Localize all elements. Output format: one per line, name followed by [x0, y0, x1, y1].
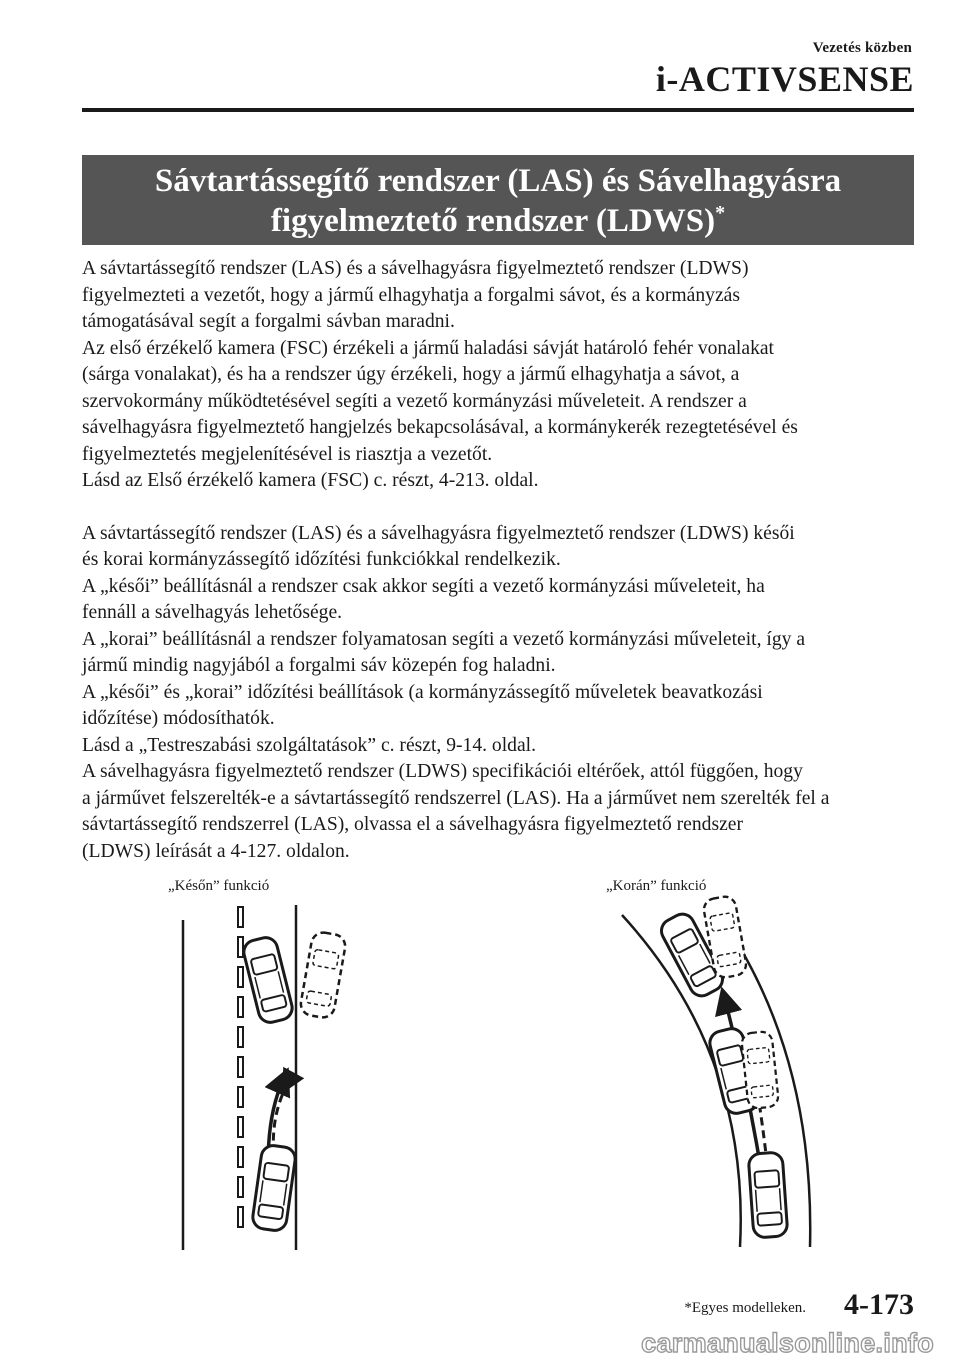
paragraph-line: A „korai” beállításnál a rendszer folyamatosan segíti a vezető kormányzási műveleteit, így a — [82, 628, 806, 650]
paragraph-line: Lásd a „Testreszabási szolgáltatások” c. részt, 9-14. oldal. — [82, 734, 537, 756]
chapter-title: i-ACTIVSENSE — [655, 59, 914, 99]
page-number: 4-173 — [844, 1288, 914, 1321]
paragraph-line: figyelmezteti a vezetőt, hogy a jármű elhagyhatja a forgalmi sávot, és a kormányzás — [82, 284, 740, 306]
paragraph-line: A sávelhagyásra figyelmeztető rendszer (LDWS) specifikációi eltérőek, attól függően, hogy — [82, 761, 803, 782]
paragraph-line: sávtartássegítő rendszerrel (LAS), olvassa el a sávelhagyásra figyelmeztető rendszer — [82, 814, 744, 835]
paragraph-line: figyelmeztetés megjelenítésével is riasztja a vezetőt. — [82, 443, 493, 465]
paragraph-line: a járművet felszerelték-e a sávtartássegítő rendszerrel (LAS). Ha a járművet nem szerelték fel a — [82, 787, 830, 809]
paragraph-line: szervokormány működtetésével segíti a vezető kormányzási műveleteit. A rendszer a — [82, 390, 747, 412]
starting-car — [251, 1144, 296, 1232]
page-title-line2-text: figyelmeztető rendszer (LDWS) — [270, 203, 716, 239]
body-text — [82, 256, 920, 865]
late-function-diagram — [170, 895, 370, 1255]
paragraph-gap — [82, 495, 920, 521]
early-function-caption: „Korán” funkció — [606, 878, 707, 894]
paragraph-line: (LDWS) leírását a 4-127. oldalon. — [82, 840, 350, 862]
section-title: Vezetés közben — [812, 40, 912, 56]
paragraph-line: fennáll a sávelhagyás lehetősége. — [82, 602, 343, 623]
paragraph-line: jármű mindig nagyjából a forgalmi sáv közepén fog haladni. — [82, 655, 556, 676]
paragraph-line: A sávtartássegítő rendszer (LAS) és a sávelhagyásra figyelmeztető rendszer (LDWS) késői — [82, 522, 795, 544]
paragraph-line: és korai kormányzássegítő időzítési funkciókkal rendelkezik. — [82, 549, 561, 570]
paragraph-line: A sávtartássegítő rendszer (LAS) és a sávelhagyásra figyelmeztető rendszer (LDWS) — [82, 258, 749, 279]
paragraph-line: A „késői” és „korai” időzítési beállítások (a kormányzássegítő műveletek beavatkozási — [82, 681, 763, 703]
corrected-car — [241, 935, 294, 1025]
page-title-line1: Sávtartássegítő rendszer (LAS) és Sávelhagyásra — [154, 163, 842, 199]
paragraph-line: (sárga vonalakat), és ha a rendszer úgy érzékeli, hogy a jármű elhagyhatja a sávot, a — [82, 364, 740, 385]
early-function-diagram — [610, 895, 830, 1255]
watermark: carmanualsonline.info — [641, 1328, 934, 1358]
page-title-line2 — [82, 201, 914, 241]
late-function-caption: „Későn” funkció — [168, 878, 270, 894]
paragraph-line: támogatásával segít a forgalmi sávban maradni. — [82, 311, 455, 332]
paragraph-line: A „késői” beállításnál a rendszer csak akkor segíti a vezető kormányzási műveleteit, ha — [82, 575, 765, 597]
paragraph-line: sávelhagyásra figyelmeztető hangjelzés bekapcsolásával, a kormánykerék rezegtetésével és — [82, 417, 798, 438]
paragraph-line: Lásd az Első érzékelő kamera (FSC) c. részt, 4-213. oldal. — [82, 470, 539, 491]
dashed-center-line — [238, 907, 243, 1227]
paragraph-line: időzítése) módosíthatók. — [82, 708, 275, 729]
paragraph-line: Az első érzékelő kamera (FSC) érzékeli a jármű haladási sávját határoló fehér vonalakat — [82, 337, 774, 359]
drifting-car-outline — [299, 931, 347, 1020]
title-asterisk: * — [715, 202, 726, 224]
header-rule — [82, 108, 914, 112]
early-car-start — [748, 1152, 788, 1238]
footnote: *Egyes modelleken. — [684, 1300, 806, 1316]
page-title — [82, 155, 914, 245]
